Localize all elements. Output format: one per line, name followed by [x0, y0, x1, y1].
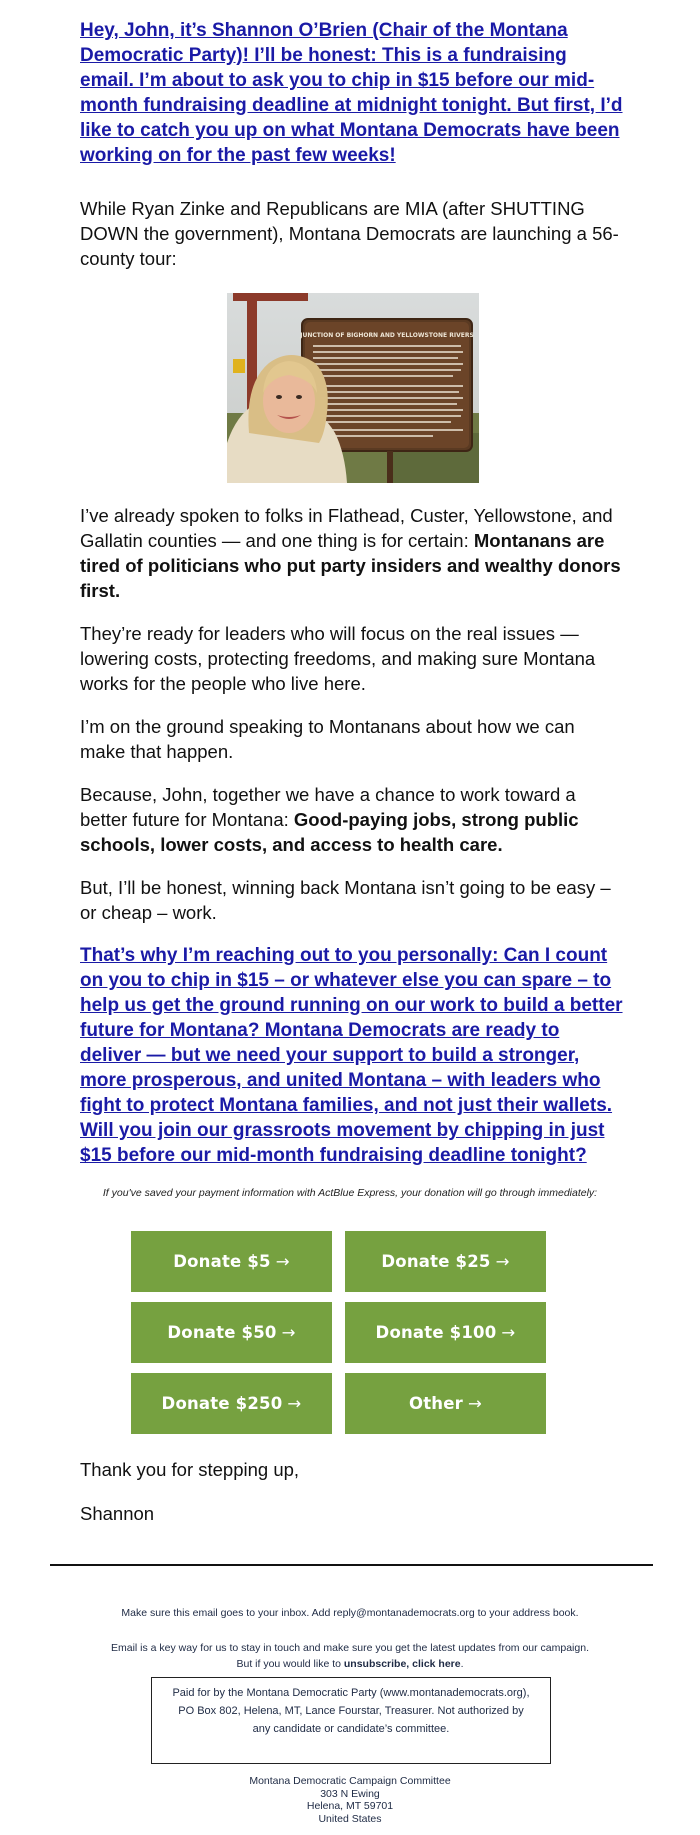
- actblue-express-note: If you've saved your payment information with ActBlue Express, your donation will go through immediately:: [102, 1187, 598, 1199]
- donate-50-button[interactable]: [131, 1302, 332, 1363]
- paragraph-ground: I’m on the ground speaking to Montanans about how we can make that happen.: [80, 716, 575, 762]
- closing-signature: Shannon: [80, 1503, 155, 1524]
- arrow-right-icon: →: [501, 1323, 516, 1342]
- future-text: Because, John, together we have a chance to work toward a better future for Montana:: [80, 784, 576, 830]
- address-org: Montana Democratic Campaign Committee: [249, 1775, 451, 1787]
- donate-100-label: Donate $100: [375, 1323, 497, 1342]
- donate-100-button[interactable]: [345, 1302, 546, 1363]
- donate-250-label: Donate $250: [161, 1394, 283, 1413]
- intro-fundraising-link[interactable]: Hey, John, it’s Shannon O’Brien (Chair of the Montana Democratic Party)! I’ll be honest: This is a fundraising email. I’m about to ask you to chip in $15 before our mid-month fundraising deadline at midnight tonight. But first, I’d like to catch you up on what Montana Democrats have been working on for the past few weeks!: [80, 20, 623, 166]
- unsubscribe-link[interactable]: unsubscribe, click here: [343, 1658, 461, 1670]
- address-country: United States: [318, 1812, 382, 1825]
- footer-divider: [50, 1564, 653, 1566]
- arrow-right-icon: →: [467, 1394, 483, 1413]
- unsubscribe-suffix: .: [460, 1658, 464, 1670]
- donate-5-label: Donate $5: [173, 1252, 271, 1271]
- unsubscribe-line: [0, 1656, 700, 1672]
- donate-250-button[interactable]: [131, 1373, 332, 1434]
- paid-for-disclaimer: Paid for by the Montana Democratic Party (www.montanademocrats.org), PO Box 802, Helena, MT, Lance Fourstar, Treasurer. Not authorized by any candidate or candidate’s committee.: [151, 1677, 551, 1764]
- address-street: 303 N Ewing: [320, 1787, 380, 1800]
- tour-photo-image: [227, 293, 479, 483]
- address-city: Helena, MT 59701: [306, 1800, 394, 1812]
- donate-5-button[interactable]: [131, 1231, 332, 1292]
- mailing-address: [0, 1775, 700, 1825]
- email-body: [80, 18, 625, 1168]
- arrow-right-icon: →: [287, 1394, 302, 1413]
- donate-50-label: Donate $50: [167, 1323, 277, 1342]
- donate-other-label: Other: [408, 1394, 463, 1413]
- paragraph-counties: [80, 503, 625, 603]
- closing-thanks: Thank you for stepping up,: [80, 1459, 300, 1480]
- counties-text: I’ve already spoken to folks in Flathead, Custer, Yellowstone, and Gallatin counties — and one thing is for certain:: [80, 505, 613, 551]
- arrow-right-icon: →: [281, 1323, 296, 1342]
- unsubscribe-prefix: But if you would like to: [236, 1658, 344, 1670]
- paragraph-future: [80, 782, 625, 857]
- donate-25-label: Donate $25: [381, 1252, 491, 1271]
- key-way-note: Email is a key way for us to stay in touch and make sure you get the latest updates from our campaign.: [111, 1642, 589, 1654]
- paragraph-honest: But, I’ll be honest, winning back Montana isn’t going to be easy – or cheap – work.: [80, 877, 611, 923]
- tour-photo: [227, 293, 479, 483]
- arrow-right-icon: →: [275, 1252, 290, 1271]
- counties-bold: Montanans are tired of politicians who put party insiders and wealthy donors first.: [80, 530, 621, 601]
- donate-other-button[interactable]: [345, 1373, 546, 1434]
- donate-25-button[interactable]: [345, 1231, 546, 1292]
- paragraph-leaders: They’re ready for leaders who will focus on the real issues — lowering costs, protecting freedoms, and making sure Montana works for the people who live here.: [80, 623, 596, 694]
- arrow-right-icon: →: [495, 1252, 510, 1271]
- inbox-note: Make sure this email goes to your inbox. Add reply@montanademocrats.org to your address book.: [121, 1607, 579, 1619]
- future-bold: Good-paying jobs, strong public schools, lower costs, and access to health care.: [80, 809, 579, 855]
- paragraph-tour: While Ryan Zinke and Republicans are MIA (after SHUTTING DOWN the government), Montana Democrats are launching a 56-county tour:: [80, 198, 619, 269]
- ask-donate-link[interactable]: That’s why I’m reaching out to you personally: Can I count on you to chip in $15 – or whatever else you can spare – to help us get the ground running on our work to build a better future for Montana? Montana Democrats are ready to deliver — but we need your support to build a stronger, more prosperous, and united Montana – with leaders who fight to protect Montana families, and not just their wallets. Will you join our grassroots movement by chipping in just $15 before our mid-month fundraising deadline tonight?: [80, 945, 623, 1166]
- sign-title: JUNCTION OF BIGHORN AND YELLOWSTONE RIVERS: [299, 332, 474, 339]
